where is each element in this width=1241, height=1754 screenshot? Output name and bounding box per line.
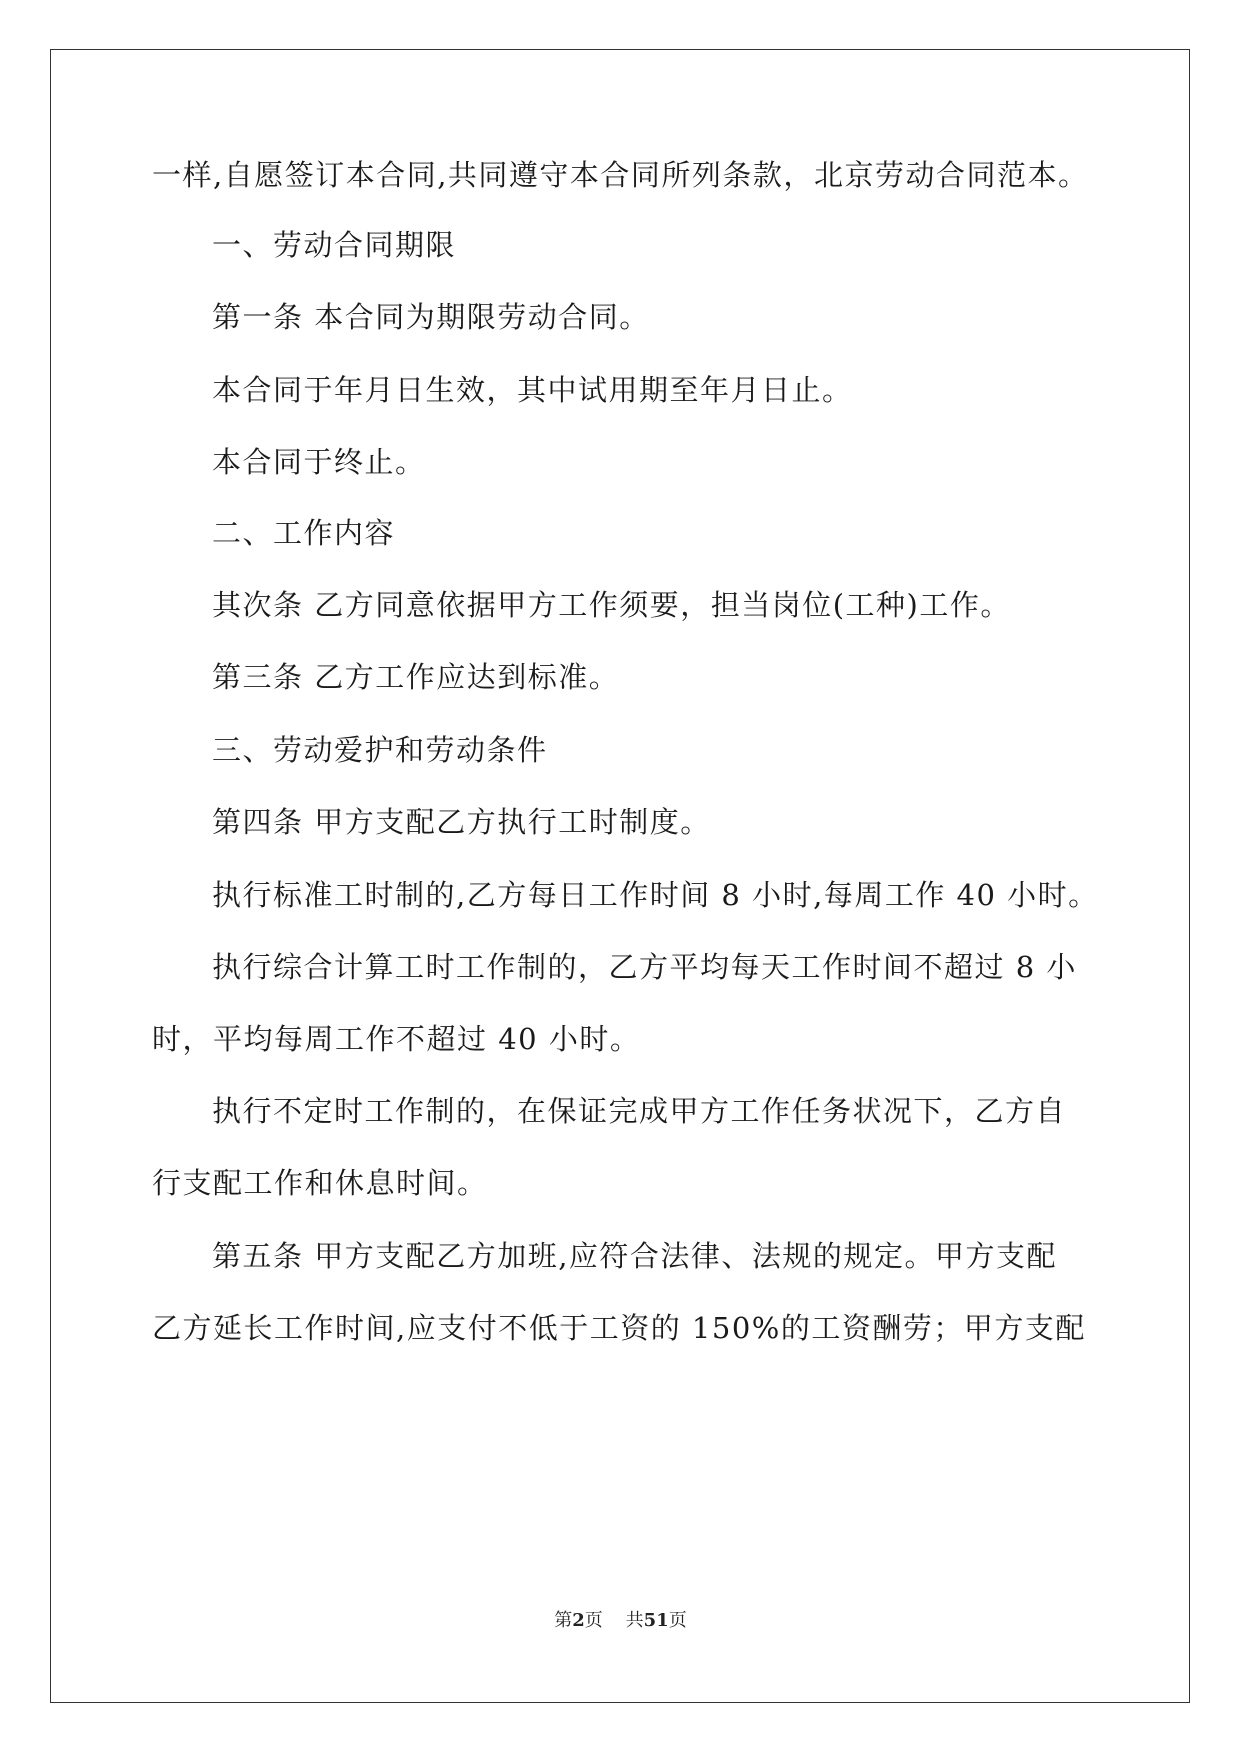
- section-heading: 一、劳动合同期限: [212, 228, 457, 262]
- text-line: 第一条 本合同为期限劳动合同。: [212, 300, 650, 334]
- text-line: 本合同于终止。: [212, 445, 426, 479]
- text-line: 第三条 乙方工作应达到标准。: [212, 660, 620, 694]
- page-border: [50, 49, 1190, 1703]
- text-line: 执行标准工时制的,乙方每日工作时间 8 小时,每周工作 40 小时。: [212, 878, 1099, 912]
- total-pages-number: 51: [643, 1610, 669, 1631]
- text-line: 一样,自愿签订本合同,共同遵守本合同所列条款，北京劳动合同范本。: [152, 158, 1089, 192]
- text-line: 执行不定时工作制的，在保证完成甲方工作任务状况下，乙方自: [212, 1094, 1067, 1128]
- text-line: 行支配工作和休息时间。: [152, 1166, 488, 1200]
- text-line: 其次条 乙方同意依据甲方工作须要，担当岗位(工种)工作。: [212, 588, 1011, 622]
- footer-prefix: 第: [554, 1610, 573, 1631]
- text-line: 时，平均每周工作不超过 40 小时。: [152, 1022, 641, 1056]
- text-line: 乙方延长工作时间,应支付不低于工资的 150%的工资酬劳；甲方支配: [152, 1311, 1086, 1345]
- footer-page-suffix: 页: [584, 1610, 603, 1631]
- text-line: 第五条 甲方支配乙方加班,应符合法律、法规的规定。甲方支配: [212, 1239, 1057, 1273]
- section-heading: 三、劳动爱护和劳动条件: [212, 733, 548, 767]
- text-line: 本合同于年月日生效，其中试用期至年月日止。: [212, 373, 853, 407]
- current-page-number: 2: [572, 1610, 585, 1631]
- footer-total-prefix: 共: [625, 1610, 644, 1631]
- section-heading: 二、工作内容: [212, 516, 396, 550]
- text-line: 执行综合计算工时工作制的，乙方平均每天工作时间不超过 8 小: [212, 950, 1077, 984]
- page-footer: [0, 1609, 1241, 1633]
- text-line: 第四条 甲方支配乙方执行工时制度。: [212, 805, 711, 839]
- footer-total-suffix: 页: [668, 1610, 687, 1631]
